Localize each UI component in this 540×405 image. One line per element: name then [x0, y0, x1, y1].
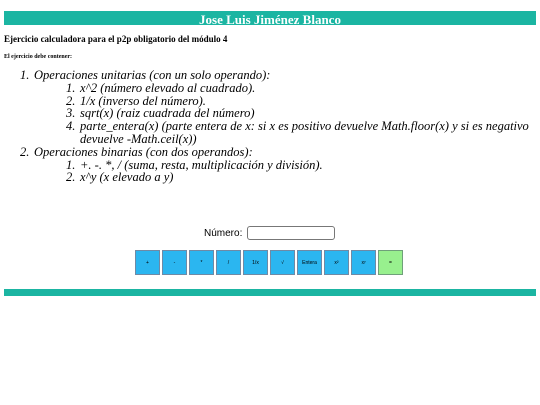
task-item-text: parte_entera(x) (parte entera de x: si x es positivo devuelve Math.floor(x) y si es negativo devuelve -Math.ceil(x)) [80, 119, 529, 146]
task-item-number: 3. [66, 106, 76, 121]
task-item-number: 1. [66, 80, 76, 95]
task-list [4, 69, 536, 184]
task-sublist [34, 82, 536, 146]
task-group-unary [4, 69, 536, 146]
page-subtitle: Ejercicio calculadora para el p2p obligatorio del módulo 4 [4, 34, 228, 44]
subtract-button[interactable]: - [162, 250, 187, 275]
footer-bar [4, 289, 536, 304]
divide-button[interactable]: / [216, 250, 241, 275]
power-button[interactable]: xʸ [351, 250, 376, 275]
equals-button[interactable]: = [378, 250, 403, 275]
task-number: 1. [20, 68, 30, 82]
task-item [34, 171, 536, 184]
requirements-note: El ejercicio debe contener: [4, 54, 73, 60]
task-item-number: 2. [66, 170, 76, 185]
number-label: Número: [204, 227, 243, 239]
task-item-number: 2. [66, 93, 76, 108]
header-title[interactable]: Jose Luis Jiménez Blanco [199, 12, 341, 27]
footer-text: @2016 Jose Luis Jiménez [238, 298, 302, 304]
square-button[interactable]: x² [324, 250, 349, 275]
number-input[interactable] [247, 226, 335, 240]
add-button[interactable]: + [135, 250, 160, 275]
integer-part-button[interactable]: Entera [297, 250, 322, 275]
multiply-button[interactable]: * [189, 250, 214, 275]
header-bar [4, 11, 536, 25]
calculator-buttons [135, 250, 405, 275]
task-number: 2. [20, 144, 30, 159]
task-item-number: 1. [66, 157, 76, 172]
task-label: Operaciones unitarias (con un solo operando): [34, 68, 271, 82]
task-label: Operaciones binarias (con dos operandos): [34, 144, 253, 159]
task-item-number: 4. [66, 119, 76, 134]
task-sublist [34, 159, 536, 185]
number-row [204, 226, 335, 240]
task-item-text: x^y (x elevado a y) [80, 170, 174, 185]
sqrt-button[interactable]: √ [270, 250, 295, 275]
task-group-binary [4, 146, 536, 184]
task-item [34, 120, 536, 146]
inverse-button[interactable]: 1/x [243, 250, 268, 275]
task-item-text: 1/x (inverso del número). [80, 93, 206, 108]
task-item-text: sqrt(x) (raiz cuadrada del número) [80, 106, 255, 121]
task-item-text: x^2 (número elevado al cuadrado). [80, 80, 256, 95]
task-item-text: +. -. *, / (suma, resta, multiplicación y división). [80, 157, 323, 172]
